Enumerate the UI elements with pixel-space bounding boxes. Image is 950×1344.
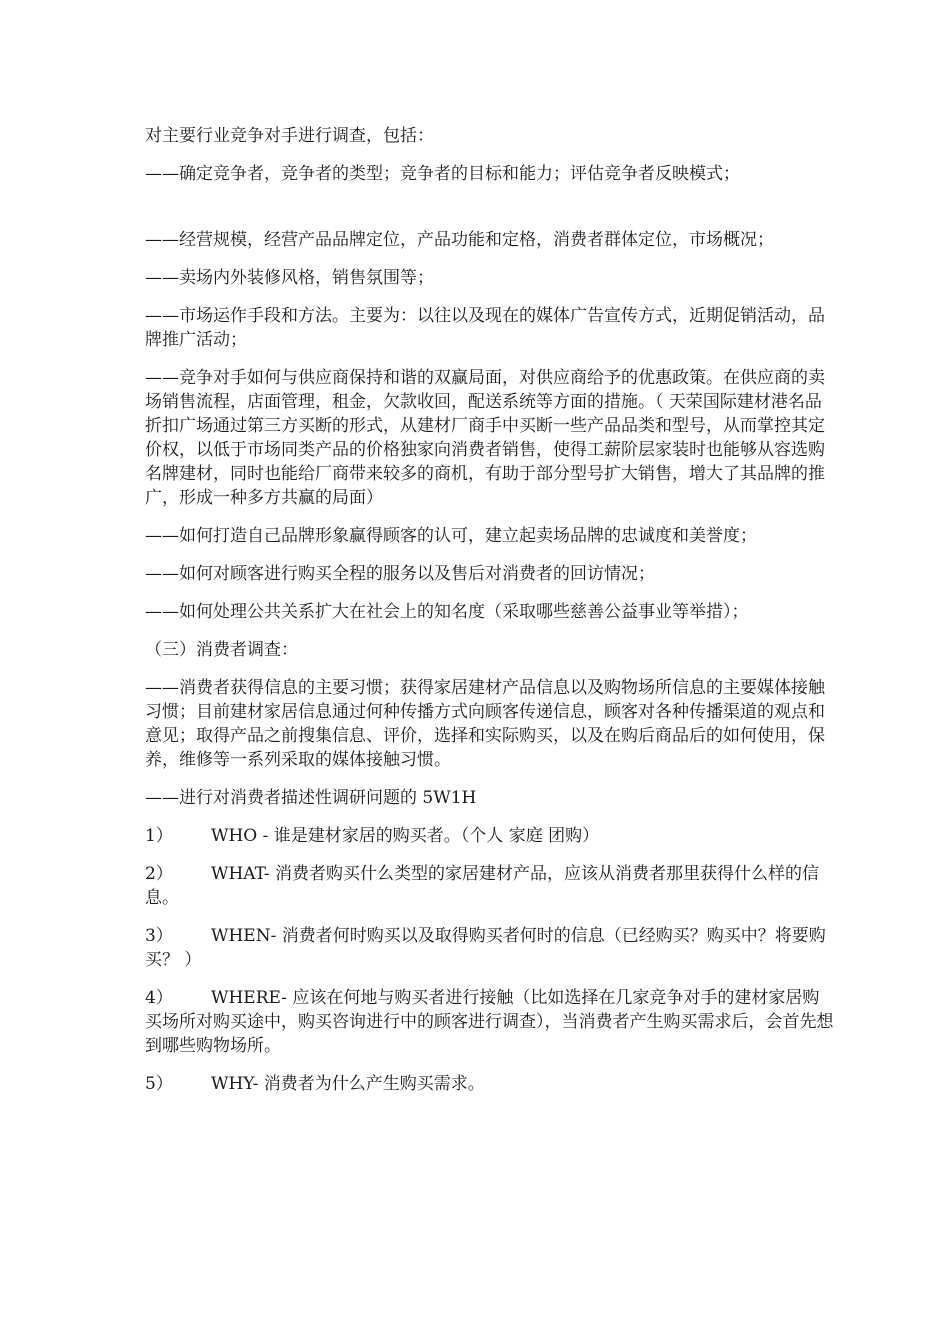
list-item-number: 3） — [145, 926, 173, 946]
list-item-number: 1） — [145, 826, 173, 846]
business-scale-paragraph: ——经营规模，经营产品品牌定位，产品功能和定格，消费者群体定位，市场概况； — [145, 230, 774, 250]
list-item-text: WHO - 谁是建材家居的购买者。（个人 家庭 团购） — [211, 826, 600, 846]
list-item-why — [145, 1072, 835, 1096]
supplier-relations-paragraph: ——竞争对手如何与供应商保持和谐的双赢局面，对供应商给予的优惠政策。在供应商的卖场销售流程，店面管理，租金，欠款收回，配送系统等方面的措施。（ 天荣国际建材港名品折扣广场通过第三方买断的形式，从建材厂商手中买断一些产品品类和型号，从而掌控其定价权，以低于市场同类产品的价格独家向消费者销售，使得工薪阶层家装时也能够从容选购名牌建材，同时也能给厂商带来较多的商机，有助于部分型号扩大销售，增大了其品牌的推广，形成一种多方共赢的局面） — [145, 368, 825, 508]
brand-image-paragraph: ——如何打造自己品牌形象赢得顾客的认可，建立起卖场品牌的忠诚度和美誉度； — [145, 526, 757, 546]
list-item-who — [145, 824, 835, 848]
list-item-what — [145, 862, 835, 910]
section-heading-consumer-survey: （三）消费者调查： — [145, 640, 298, 660]
public-relations-paragraph: ——如何处理公共关系扩大在社会上的知名度（采取哪些慈善公益事业等举措）； — [145, 602, 749, 622]
list-item-number: 2） — [145, 864, 173, 884]
consumer-habits-paragraph: ——消费者获得信息的主要习惯；获得家居建材产品信息以及购物场所信息的主要媒体接触习惯；目前建材家居信息通过何种传播方式向顾客传递信息，顾客对各种传播渠道的观点和意见；取得产品之前搜集信息、评价，选择和实际购买，以及在购后商品后的如何使用，保养，维修等一系列采取的媒体接触习惯。 — [145, 678, 825, 770]
store-decoration-paragraph: ——卖场内外装修风格，销售氛围等； — [145, 268, 434, 288]
customer-service-paragraph: ——如何对顾客进行购买全程的服务以及售后对消费者的回访情况； — [145, 564, 655, 584]
list-item-text: WHEN- 消费者何时购买以及取得购买者何时的信息（已经购买？购买中？将要购买？ ） — [145, 926, 826, 970]
market-operation-paragraph: ——市场运作手段和方法。主要为：以往以及现在的媒体广告宣传方式，近期促销活动，品牌推广活动； — [145, 306, 825, 350]
list-item-when — [145, 924, 835, 972]
list-item-where — [145, 986, 835, 1058]
document-body — [145, 124, 835, 1110]
list-item-text: WHERE- 应该在何地与购买者进行接触（比如选择在几家竞争对手的建材家居购买场所对购买途中，购买咨询进行中的顾客进行调查），当消费者产生购买需求后，会首先想到哪些购物场所。 — [145, 988, 834, 1056]
list-item-text: WHY- 消费者为什么产生购买需求。 — [211, 1074, 485, 1094]
list-item-number: 4） — [145, 988, 173, 1008]
competitor-identification-paragraph: ——确定竞争者，竞争者的类型；竞争者的目标和能力；评估竞争者反映模式； — [145, 164, 740, 184]
list-item-number: 5） — [145, 1074, 173, 1094]
list-item-text: WHAT- 消费者购买什么类型的家居建材产品，应该从消费者那里获得什么样的信息。 — [145, 864, 819, 908]
5w1h-intro-paragraph: ——进行对消费者描述性调研问题的 5W1H — [145, 788, 477, 808]
intro-paragraph: 对主要行业竞争对手进行调查，包括： — [145, 126, 434, 146]
